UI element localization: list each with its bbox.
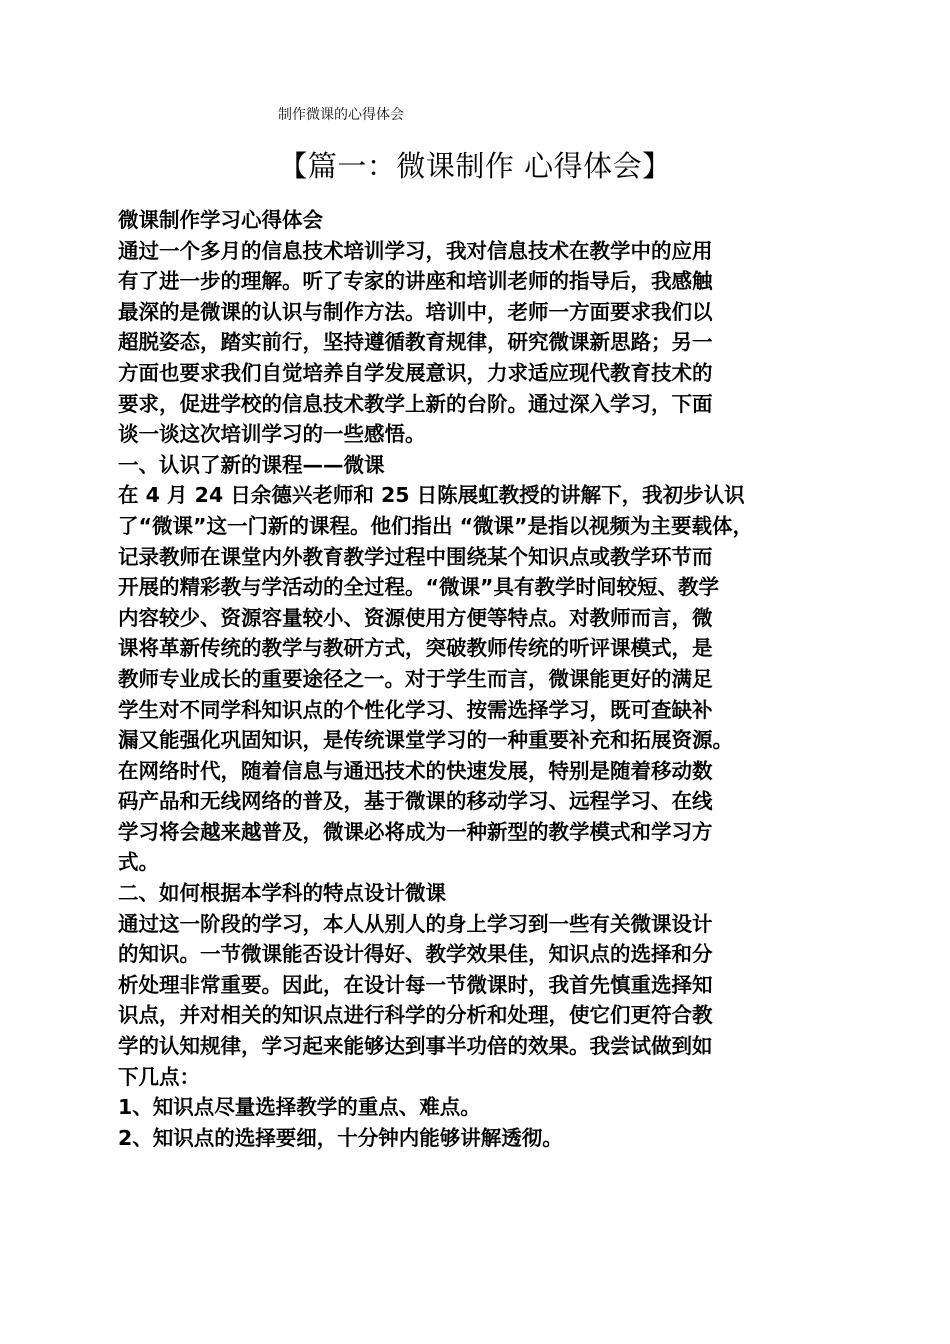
paragraph-line: 在网络时代，随着信息与通迅技术的快速发展，特别是随着移动数 <box>118 758 713 783</box>
paragraph-line: 记录教师在课堂内外教育教学过程中围绕某个知识点或教学环节而 <box>118 544 713 569</box>
paragraph-line: 课将革新传统的教学与教研方式，突破教师传统的听评课模式，是 <box>118 636 713 661</box>
paragraph-line: 有了进一步的理解。听了专家的讲座和培训老师的指导后，我感触 <box>118 269 713 294</box>
document-title: 【篇一：微课制作 心得体会】 <box>278 149 672 183</box>
section-heading-1: 一、认识了新的课程——微课 <box>118 452 385 477</box>
paragraph-line: 开展的精彩教与学活动的全过程。“微课”具有教学时间较短、教学 <box>118 575 719 600</box>
paragraph-line: 教师专业成长的重要途径之一。对于学生而言，微课能更好的满足 <box>118 666 713 691</box>
paragraph-line: 学的认知规律，学习起来能够达到事半功倍的效果。我尝试做到如 <box>118 1034 713 1059</box>
paragraph-line: 方面也要求我们自觉培养自学发展意识，力求适应现代教育技术的 <box>118 360 713 385</box>
paragraph-line: 识点，并对相关的知识点进行科学的分析和处理，使它们更符合教 <box>118 1003 713 1028</box>
section-subtitle: 微课制作学习心得体会 <box>118 208 323 232</box>
paragraph-line: 码产品和无线网络的普及，基于微课的移动学习、远程学习、在线 <box>118 789 713 814</box>
list-item: 1、知识点尽量选择教学的重点、难点。 <box>118 1095 481 1120</box>
document-body <box>118 205 830 1153</box>
paragraph-line: 的知识。一节微课能否设计得好、教学效果佳，知识点的选择和分 <box>118 942 713 967</box>
running-header: 制作微课的心得体会 <box>278 107 404 123</box>
paragraph-line: 式。 <box>118 850 159 875</box>
paragraph-line: 学习将会越来越普及，微课必将成为一种新型的教学模式和学习方 <box>118 819 713 844</box>
paragraph-line: 析处理非常重要。因此，在设计每一节微课时，我首先慎重选择知 <box>118 972 713 997</box>
section-heading-2: 二、如何根据本学科的特点设计微课 <box>118 881 446 906</box>
paragraph-line: 通过一个多月的信息技术培训学习，我对信息技术在教学中的应用 <box>118 238 713 263</box>
paragraph-line: 要求，促进学校的信息技术教学上新的台阶。通过深入学习，下面 <box>118 391 713 416</box>
paragraph-line: 漏又能强化巩固知识，是传统课堂学习的一种重要补充和拓展资源。 <box>118 728 733 753</box>
paragraph-line: 下几点： <box>118 1064 200 1089</box>
paragraph-line: 在 4 月 24 日余德兴老师和 25 日陈展虹教授的讲解下，我初步认识 <box>118 483 745 508</box>
paragraph-line: 超脱姿态，踏实前行，坚持遵循教育规律，研究微课新思路；另一 <box>118 330 713 355</box>
paragraph-line: 最深的是微课的认识与制作方法。培训中，老师一方面要求我们以 <box>118 299 713 324</box>
paragraph-line: 谈一谈这次培训学习的一些感悟。 <box>118 422 426 447</box>
paragraph-line: 内容较少、资源容量较小、资源使用方便等特点。对教师而言，微 <box>118 605 713 630</box>
paragraph-line: 了“微课”这一门新的课程。他们指出 “微课”是指以视频为主要载体， <box>118 513 754 538</box>
paragraph-line: 学生对不同学科知识点的个性化学习、按需选择学习，既可查缺补 <box>118 697 713 722</box>
list-item: 2、知识点的选择要细，十分钟内能够讲解透彻。 <box>118 1125 563 1150</box>
paragraph-line: 通过这一阶段的学习，本人从别人的身上学习到一些有关微课设计 <box>118 911 713 936</box>
